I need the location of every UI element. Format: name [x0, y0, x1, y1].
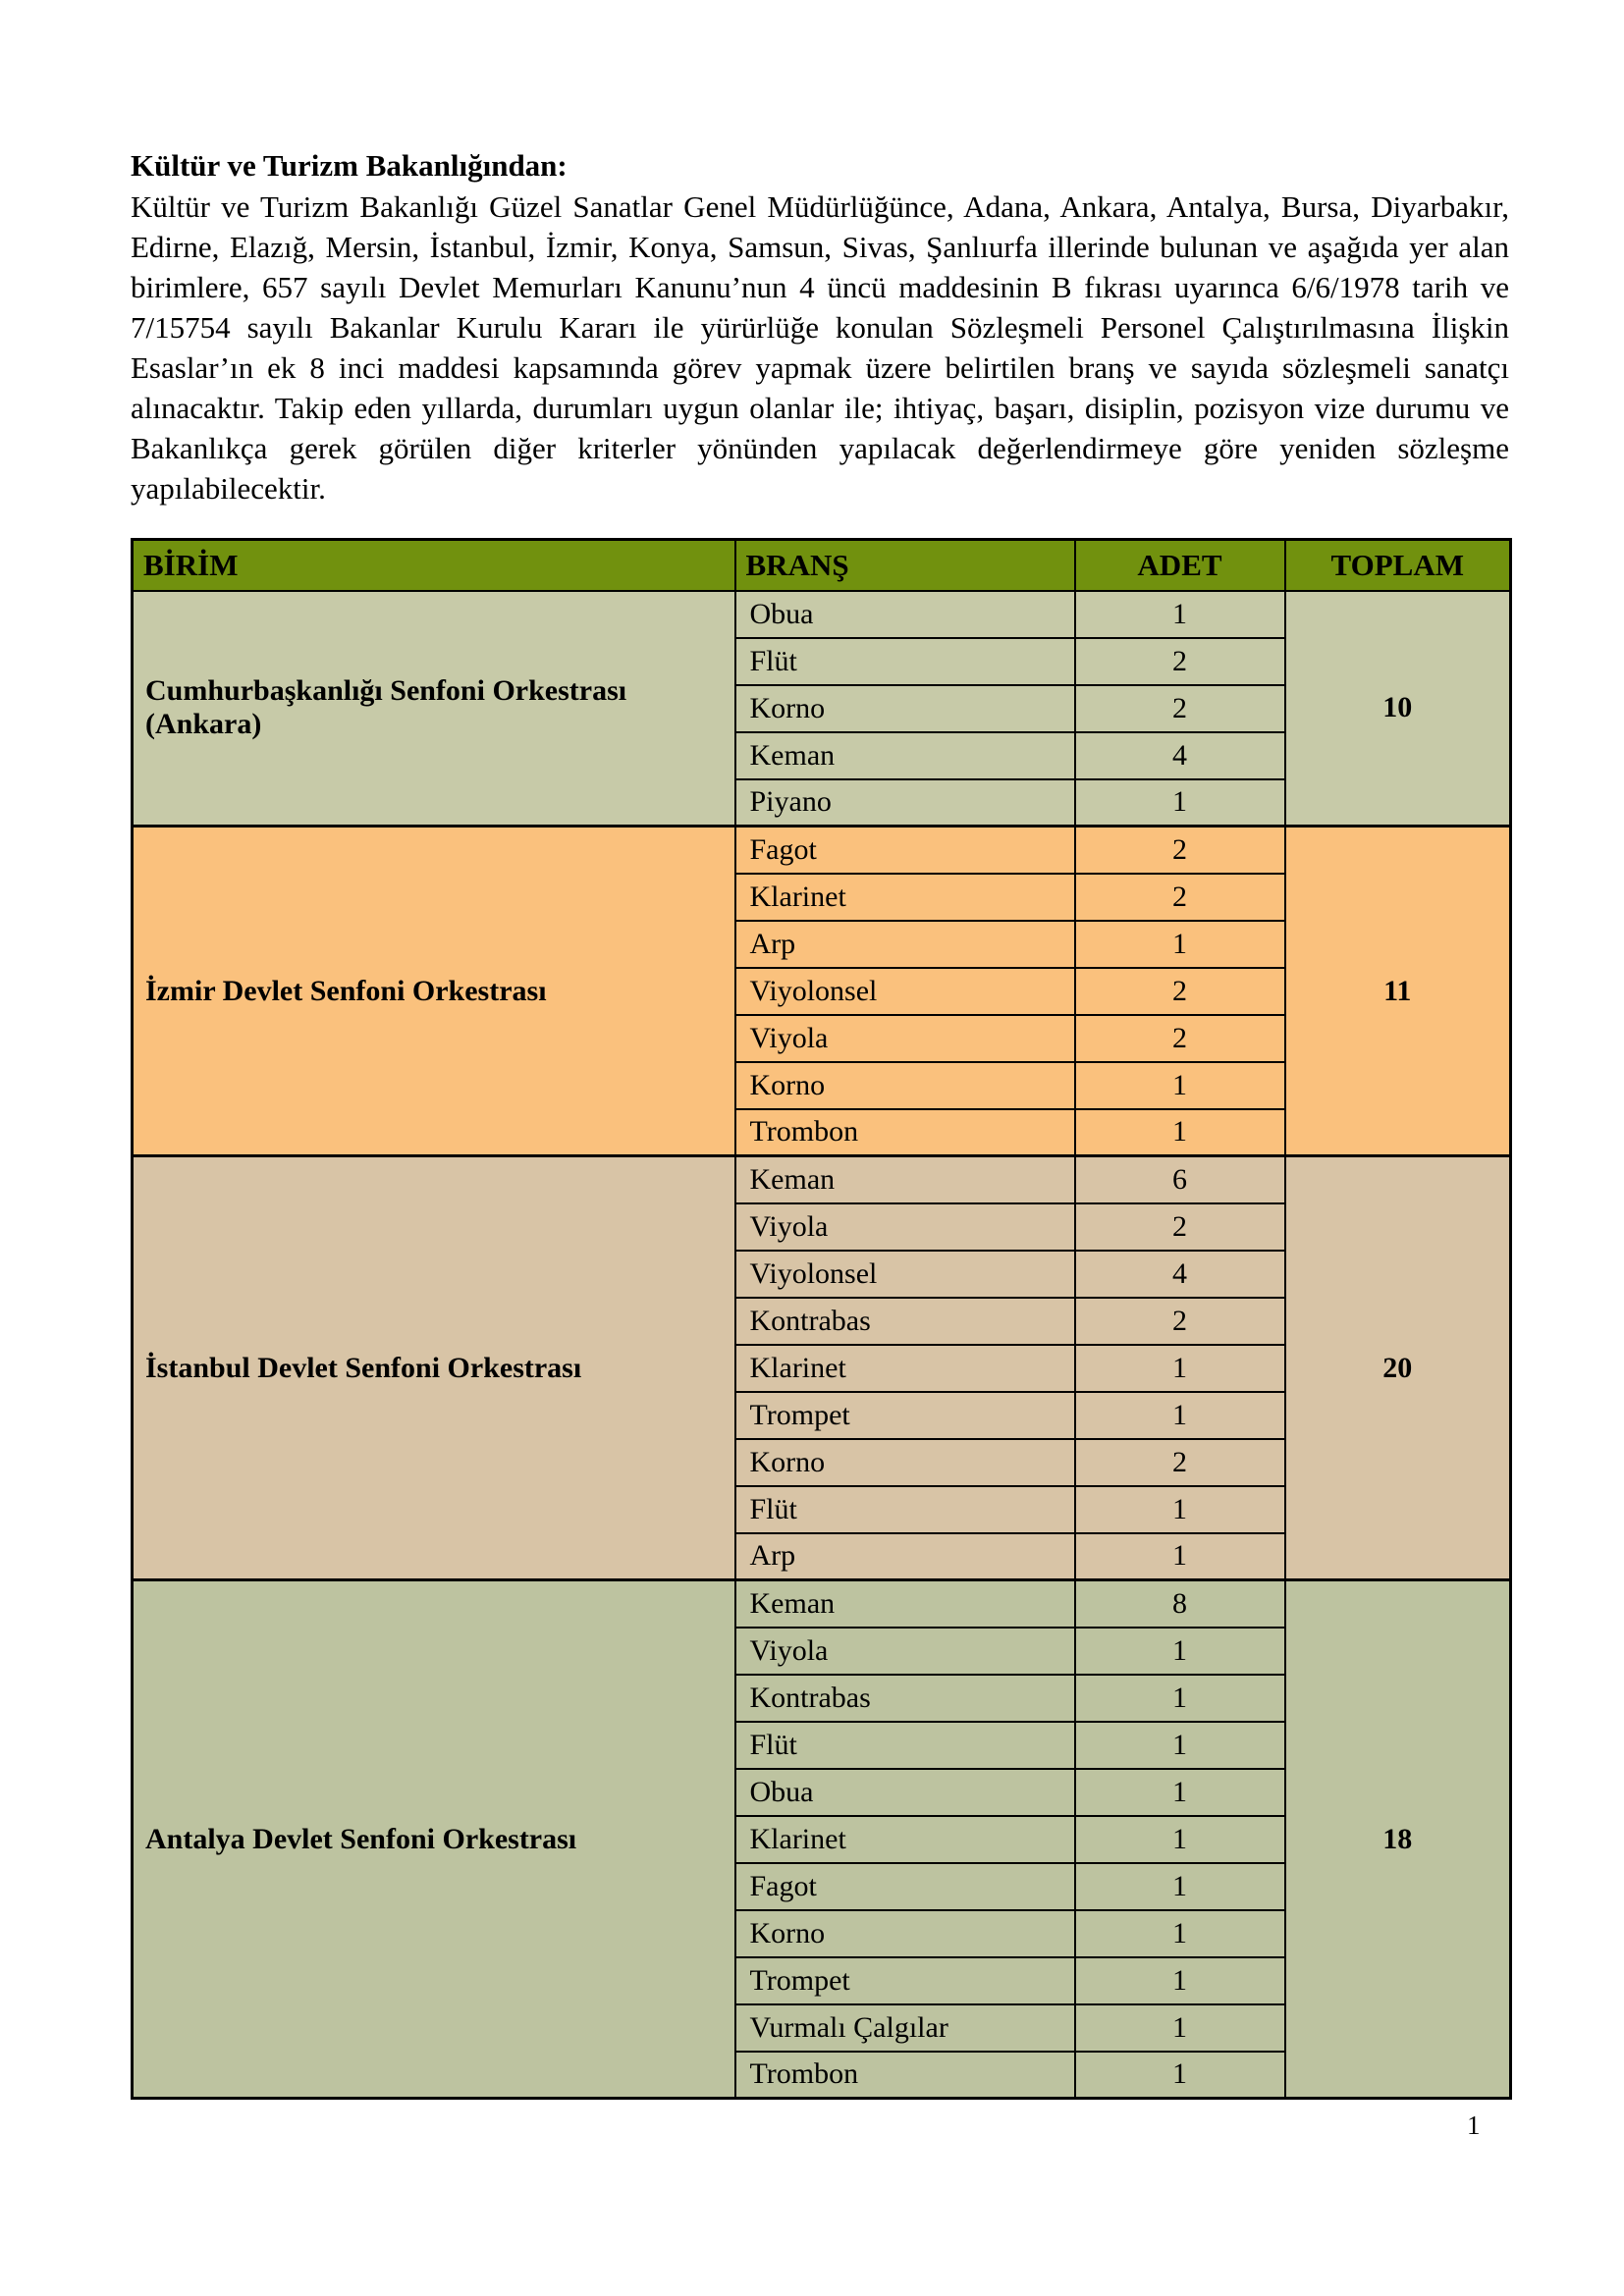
brans-cell: Viyolonsel: [735, 968, 1075, 1015]
column-header-birim: BİRİM: [133, 540, 735, 591]
adet-cell: 2: [1075, 685, 1285, 732]
brans-cell: Trompet: [735, 1957, 1075, 2004]
table-row: [133, 591, 1511, 638]
brans-cell: Obua: [735, 591, 1075, 638]
table-header-row: [133, 540, 1511, 591]
adet-cell: 1: [1075, 2004, 1285, 2052]
total-cell: 10: [1285, 591, 1511, 827]
brans-cell: Korno: [735, 1062, 1075, 1109]
brans-cell: Klarinet: [735, 1345, 1075, 1392]
adet-cell: 1: [1075, 1769, 1285, 1816]
table-row: [133, 827, 1511, 874]
adet-cell: 1: [1075, 591, 1285, 638]
brans-cell: Keman: [735, 732, 1075, 779]
brans-cell: Keman: [735, 1156, 1075, 1203]
adet-cell: 1: [1075, 921, 1285, 968]
brans-cell: Flüt: [735, 1486, 1075, 1533]
adet-cell: 6: [1075, 1156, 1285, 1203]
adet-cell: 4: [1075, 732, 1285, 779]
adet-cell: 8: [1075, 1580, 1285, 1628]
brans-cell: Kontrabas: [735, 1675, 1075, 1722]
adet-cell: 1: [1075, 1109, 1285, 1156]
adet-cell: 1: [1075, 2052, 1285, 2099]
adet-cell: 2: [1075, 968, 1285, 1015]
adet-cell: 2: [1075, 1203, 1285, 1251]
table-row: [133, 1156, 1511, 1203]
adet-cell: 1: [1075, 779, 1285, 827]
brans-cell: Klarinet: [735, 1816, 1075, 1863]
document-page: [131, 145, 1509, 2100]
adet-cell: 1: [1075, 1345, 1285, 1392]
brans-cell: Fagot: [735, 1863, 1075, 1910]
table-row: [133, 1580, 1511, 1628]
brans-cell: Obua: [735, 1769, 1075, 1816]
brans-cell: Kontrabas: [735, 1298, 1075, 1345]
brans-cell: Trombon: [735, 1109, 1075, 1156]
adet-cell: 2: [1075, 638, 1285, 685]
brans-cell: Trombon: [735, 2052, 1075, 2099]
adet-cell: 2: [1075, 827, 1285, 874]
brans-cell: Keman: [735, 1580, 1075, 1628]
adet-cell: 1: [1075, 1722, 1285, 1769]
adet-cell: 1: [1075, 1957, 1285, 2004]
column-header-brans: BRANŞ: [735, 540, 1075, 591]
adet-cell: 1: [1075, 1062, 1285, 1109]
brans-cell: Korno: [735, 1439, 1075, 1486]
brans-cell: Viyolonsel: [735, 1251, 1075, 1298]
brans-cell: Arp: [735, 1533, 1075, 1580]
unit-cell: İzmir Devlet Senfoni Orkestrası: [133, 827, 735, 1156]
total-cell: 18: [1285, 1580, 1511, 2099]
brans-cell: Flüt: [735, 638, 1075, 685]
brans-cell: Vurmalı Çalgılar: [735, 2004, 1075, 2052]
column-header-adet: ADET: [1075, 540, 1285, 591]
unit-cell: İstanbul Devlet Senfoni Orkestrası: [133, 1156, 735, 1580]
brans-cell: Korno: [735, 685, 1075, 732]
brans-cell: Viyola: [735, 1628, 1075, 1675]
adet-cell: 1: [1075, 1816, 1285, 1863]
page-number: 1: [1467, 2110, 1481, 2140]
adet-cell: 1: [1075, 1863, 1285, 1910]
adet-cell: 1: [1075, 1675, 1285, 1722]
total-cell: 11: [1285, 827, 1511, 1156]
adet-cell: 4: [1075, 1251, 1285, 1298]
column-header-toplam: TOPLAM: [1285, 540, 1511, 591]
adet-cell: 1: [1075, 1910, 1285, 1957]
adet-cell: 2: [1075, 1439, 1285, 1486]
positions-table-body: [133, 591, 1511, 2099]
brans-cell: Trompet: [735, 1392, 1075, 1439]
document-heading: Kültür ve Turizm Bakanlığından:: [131, 148, 568, 183]
adet-cell: 2: [1075, 1015, 1285, 1062]
brans-cell: Piyano: [735, 779, 1075, 827]
brans-cell: Klarinet: [735, 874, 1075, 921]
adet-cell: 2: [1075, 1298, 1285, 1345]
positions-table: [131, 538, 1512, 2100]
brans-cell: Viyola: [735, 1015, 1075, 1062]
total-cell: 20: [1285, 1156, 1511, 1580]
adet-cell: 2: [1075, 874, 1285, 921]
brans-cell: Arp: [735, 921, 1075, 968]
unit-cell: Antalya Devlet Senfoni Orkestrası: [133, 1580, 735, 2099]
adet-cell: 1: [1075, 1628, 1285, 1675]
announcement-paragraph: Kültür ve Turizm Bakanlığı Güzel Sanatlar Genel Müdürlüğünce, Adana, Ankara, Antalya, Bursa, Diyarbakır, Edirne, Elazığ, Mersin, İstanbul, İzmir, Konya, Samsun, Sivas, Şanlıurfa illerinde bulunan ve aşağıda yer alan birimlere, 657 sayılı Devlet Memurları Kanunu’nun 4 üncü maddesinin B fıkrası uyarınca 6/6/1978 tarih ve 7/15754 sayılı Bakanlar Kurulu Kararı ile yürürlüğe konulan Sözleşmeli Personel Çalıştırılmasına İlişkin Esaslar’ın ek 8 inci maddesi kapsamında görev yapmak üzere belirtilen branş ve sayıda sözleşmeli sanatçı alınacaktır. Takip eden yıllarda, durumları uygun olanlar ile; ihtiyaç, başarı, disiplin, pozisyon vize durumu ve Bakanlıkça gerek görülen diğer kriterler yönünden yapılacak değerlendirmeye göre yeniden sözleşme yapılabilecektir.: [131, 189, 1509, 506]
brans-cell: Flüt: [735, 1722, 1075, 1769]
unit-cell: Cumhurbaşkanlığı Senfoni Orkestrası (Ankara): [133, 591, 735, 827]
adet-cell: 1: [1075, 1486, 1285, 1533]
adet-cell: 1: [1075, 1392, 1285, 1439]
brans-cell: Korno: [735, 1910, 1075, 1957]
brans-cell: Viyola: [735, 1203, 1075, 1251]
brans-cell: Fagot: [735, 827, 1075, 874]
adet-cell: 1: [1075, 1533, 1285, 1580]
